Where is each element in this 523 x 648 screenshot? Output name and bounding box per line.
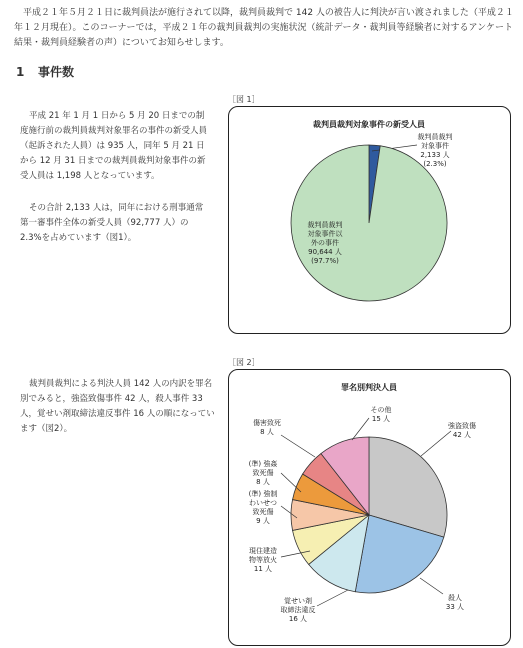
slice-label: 覚せい剤取締法違反 16 人 xyxy=(280,597,316,623)
slice-label: 傷害致死 8 人 xyxy=(253,419,281,436)
figure-2-box xyxy=(228,369,511,646)
slice-label: 強盗致傷 42 人 xyxy=(448,422,476,439)
paragraph-total-share: その合計 2,133 人は，同年における刑事通常第一審事件全体の新受人員（92,777 人）の 2.3%を占めています（図1）。 xyxy=(20,203,204,243)
slice-label: 現住建造物等放火 11 人 xyxy=(249,547,277,573)
section-number: 1 xyxy=(16,65,25,79)
leader-line xyxy=(420,578,443,594)
slice-label: 裁判員裁判対象事件以外の事件 90,644 人(97.7%) xyxy=(307,221,343,265)
figure-1-pie-chart xyxy=(229,107,510,333)
figure-1-label: ［図 1］ xyxy=(228,95,260,104)
slice-label: 裁判員裁判対象事件 2,133 人(2.3%) xyxy=(417,133,453,168)
leader-line xyxy=(421,431,451,456)
section-title: 事件数 xyxy=(38,65,75,79)
paragraph-new-cases: 平成 21 年 1 月 1 日から 5 月 20 日までの制度施行前の裁判員裁判対象罪名の事件の新受人員（起訴された人員）は 935 人，同年 5 月 21 日から 12 月 31 日までの裁判員裁判対象事件の新受人員は 1,198 人となっています。 xyxy=(20,111,208,181)
intro-text: 平成２１年５月２１日に裁判員法が施行されて以降，裁判員裁判で 142 人の被告人に判決が言い渡されました（平成２１年１２月現在）。このコーナーでは，平成２１年の裁判員裁判の実施状況（統計データ・裁判員等経験者に対するアンケート結果・裁判員経験者の声）についてお知らせします。 xyxy=(14,8,514,48)
section-heading xyxy=(16,63,74,80)
paragraph-verdicts-by-charge: 裁判員裁判による判決人員 142 人の内訳を罪名別でみると，強盗致傷事件 42 人，殺人事件 33 人，覚せい剤取締法違反事件 16 人の順になっています（図2）。 xyxy=(20,379,215,434)
slice-label: (準) 強姦致死傷 8 人 xyxy=(248,460,278,486)
chart-1-title: 裁判員裁判対象事件の新受人員 xyxy=(313,120,425,129)
figure-2-pie-chart xyxy=(229,370,510,645)
chart-2-title: 罪名別判決人員 xyxy=(341,383,397,392)
slice-label: 殺人 33 人 xyxy=(445,594,465,611)
slice-label: (準) 強制わいせつ致死傷 9 人 xyxy=(248,490,278,525)
leader-line xyxy=(317,590,348,606)
figure-2-label: ［図 2］ xyxy=(228,358,260,367)
slice-label: その他 15 人 xyxy=(370,406,392,423)
figure-1-box xyxy=(228,106,511,334)
leader-line xyxy=(281,435,315,457)
